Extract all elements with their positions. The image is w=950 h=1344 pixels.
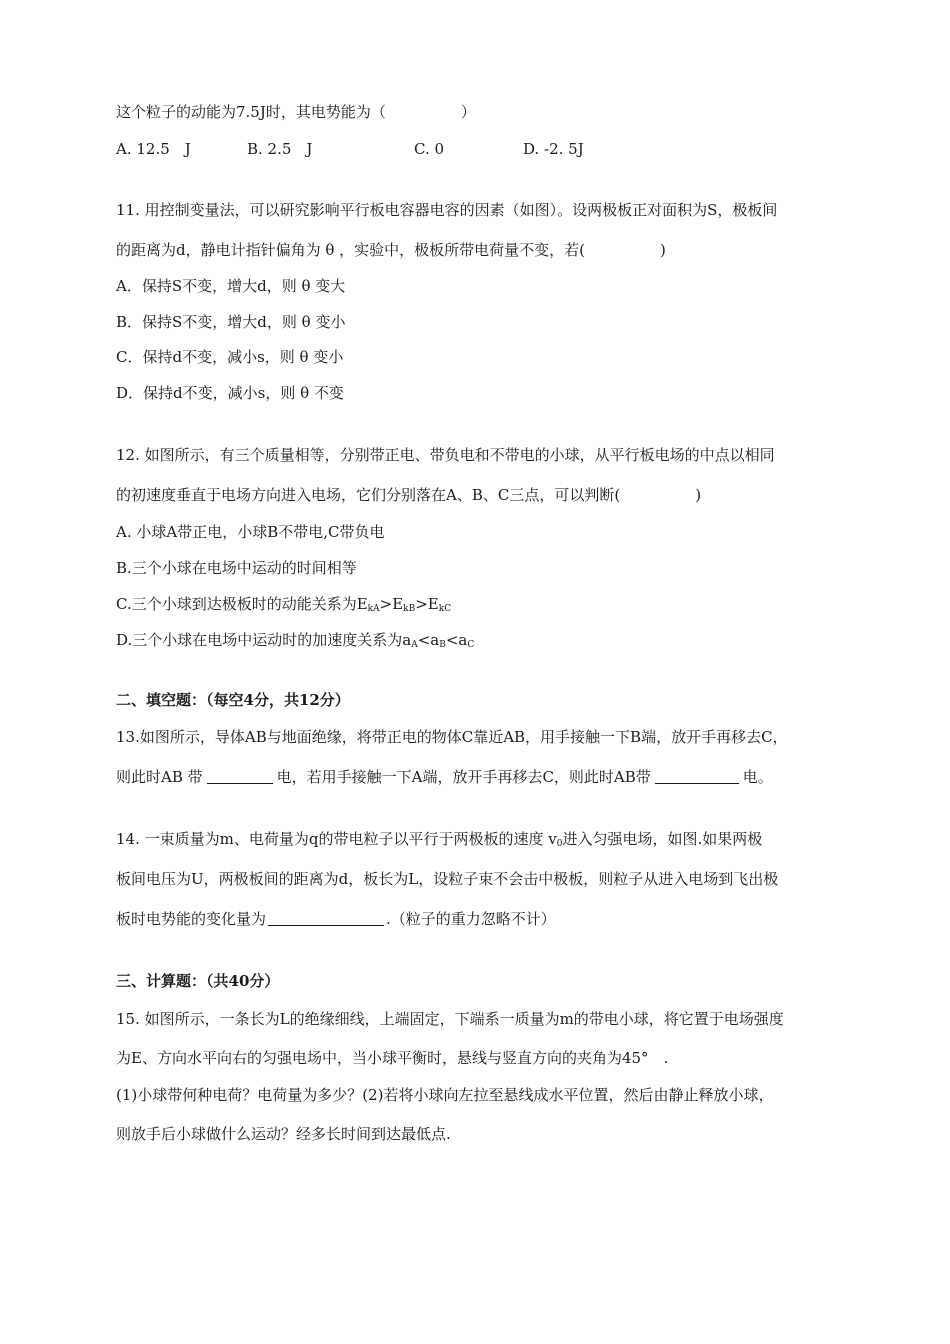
q12-stem-line-1: 12. 如图所示，有三个质量相等，分别带正电、带负电和不带电的小球，从平行板电场的中点以相同 — [116, 446, 775, 464]
q10-option-a: A. 12.5 J — [116, 140, 191, 158]
q12-option-d: D.三个小球在电场中运动时的加速度关系为$a_A<a_B<a_C$ — [116, 631, 475, 650]
section-calculation-title: 三、计算题：（共40分） — [116, 972, 280, 990]
q11-option-a: A．保持S不变，增大d，则 θ 变大 — [116, 277, 346, 295]
q12-option-b: B.三个小球在电场中运动的时间相等 — [116, 559, 357, 577]
q12-option-c: C.三个小球到达极板时的动能关系为$E_{kA}>E_{kB}>E_{kC}$ — [116, 595, 452, 614]
q11-option-b: B．保持S不变，增大d，则 θ 变小 — [116, 313, 346, 331]
q13-stem-line-1: 13.如图所示，导体AB与地面绝缘，将带正电的物体C靠近AB，用手接触一下B端，放开手再移去C， — [116, 728, 788, 746]
q13-stem-line-2: 则此时AB 带 电，若用手接触一下A端，放开手再移去C，则此时AB带 电。 — [116, 768, 773, 786]
q14-stem-line-3: 板时电势能的变化量为 .（粒子的重力忽略不计） — [116, 910, 556, 928]
q10-stem-line: 这个粒子的动能为7.5J时，其电势能为（ ） — [116, 103, 476, 121]
q10-option-b: B. 2.5 J — [247, 140, 313, 158]
q15-stem-line-2: 为E、方向水平向右的匀强电场中，当小球平衡时，悬线与竖直方向的夹角为45° . — [116, 1049, 669, 1067]
q15-stem-line-1: 15. 如图所示，一条长为L的绝缘细线，上端固定，下端系一质量为m的带电小球，将它置于电场强度 — [116, 1010, 784, 1028]
q14-blank[interactable] — [268, 911, 384, 926]
q10-option-c: C. 0 — [414, 140, 445, 158]
q11-option-c: C．保持d不变，减小s，则 θ 变小 — [116, 348, 344, 366]
q13-blank-2[interactable] — [655, 769, 739, 784]
q15-stem-line-3: (1)小球带何种电荷？电荷量为多少？(2)若将小球向左拉至悬线成水平位置，然后由静止释放小球， — [116, 1086, 774, 1104]
q11-stem-line-2: 的距离为d，静电计指针偏角为 θ ，实验中，极板所带电荷量不变，若( ) — [116, 241, 666, 259]
q11-stem-line-1: 11. 用控制变量法，可以研究影响平行板电容器电容的因素（如图）。设两极板正对面积为S，极板间 — [116, 201, 778, 219]
q10-option-d: D. -2. 5J — [523, 140, 584, 158]
q13-blank-1[interactable] — [207, 769, 273, 784]
q11-option-d: D．保持d不变，减小s，则 θ 不变 — [116, 384, 344, 402]
q14-stem-line-1: 14. 一束质量为m、电荷量为q的带电粒子以平行于两极板的速度 $v_0$进入匀强电场，如图.如果两极 — [116, 830, 763, 849]
section-fill-in-title: 二、填空题：（每空4分，共12分） — [116, 691, 350, 709]
q15-stem-line-4: 则放手后小球做什么运动？经多长时间到达最低点. — [116, 1125, 451, 1143]
q12-option-a: A. 小球A带正电，小球B不带电,C带负电 — [116, 523, 385, 541]
q12-stem-line-2: 的初速度垂直于电场方向进入电场，它们分别落在A、B、C三点，可以判断( ) — [116, 486, 702, 504]
q14-stem-line-2: 板间电压为U，两极板间的距离为d，板长为L，设粒子束不会击中极板，则粒子从进入电场到飞出极 — [116, 870, 779, 888]
